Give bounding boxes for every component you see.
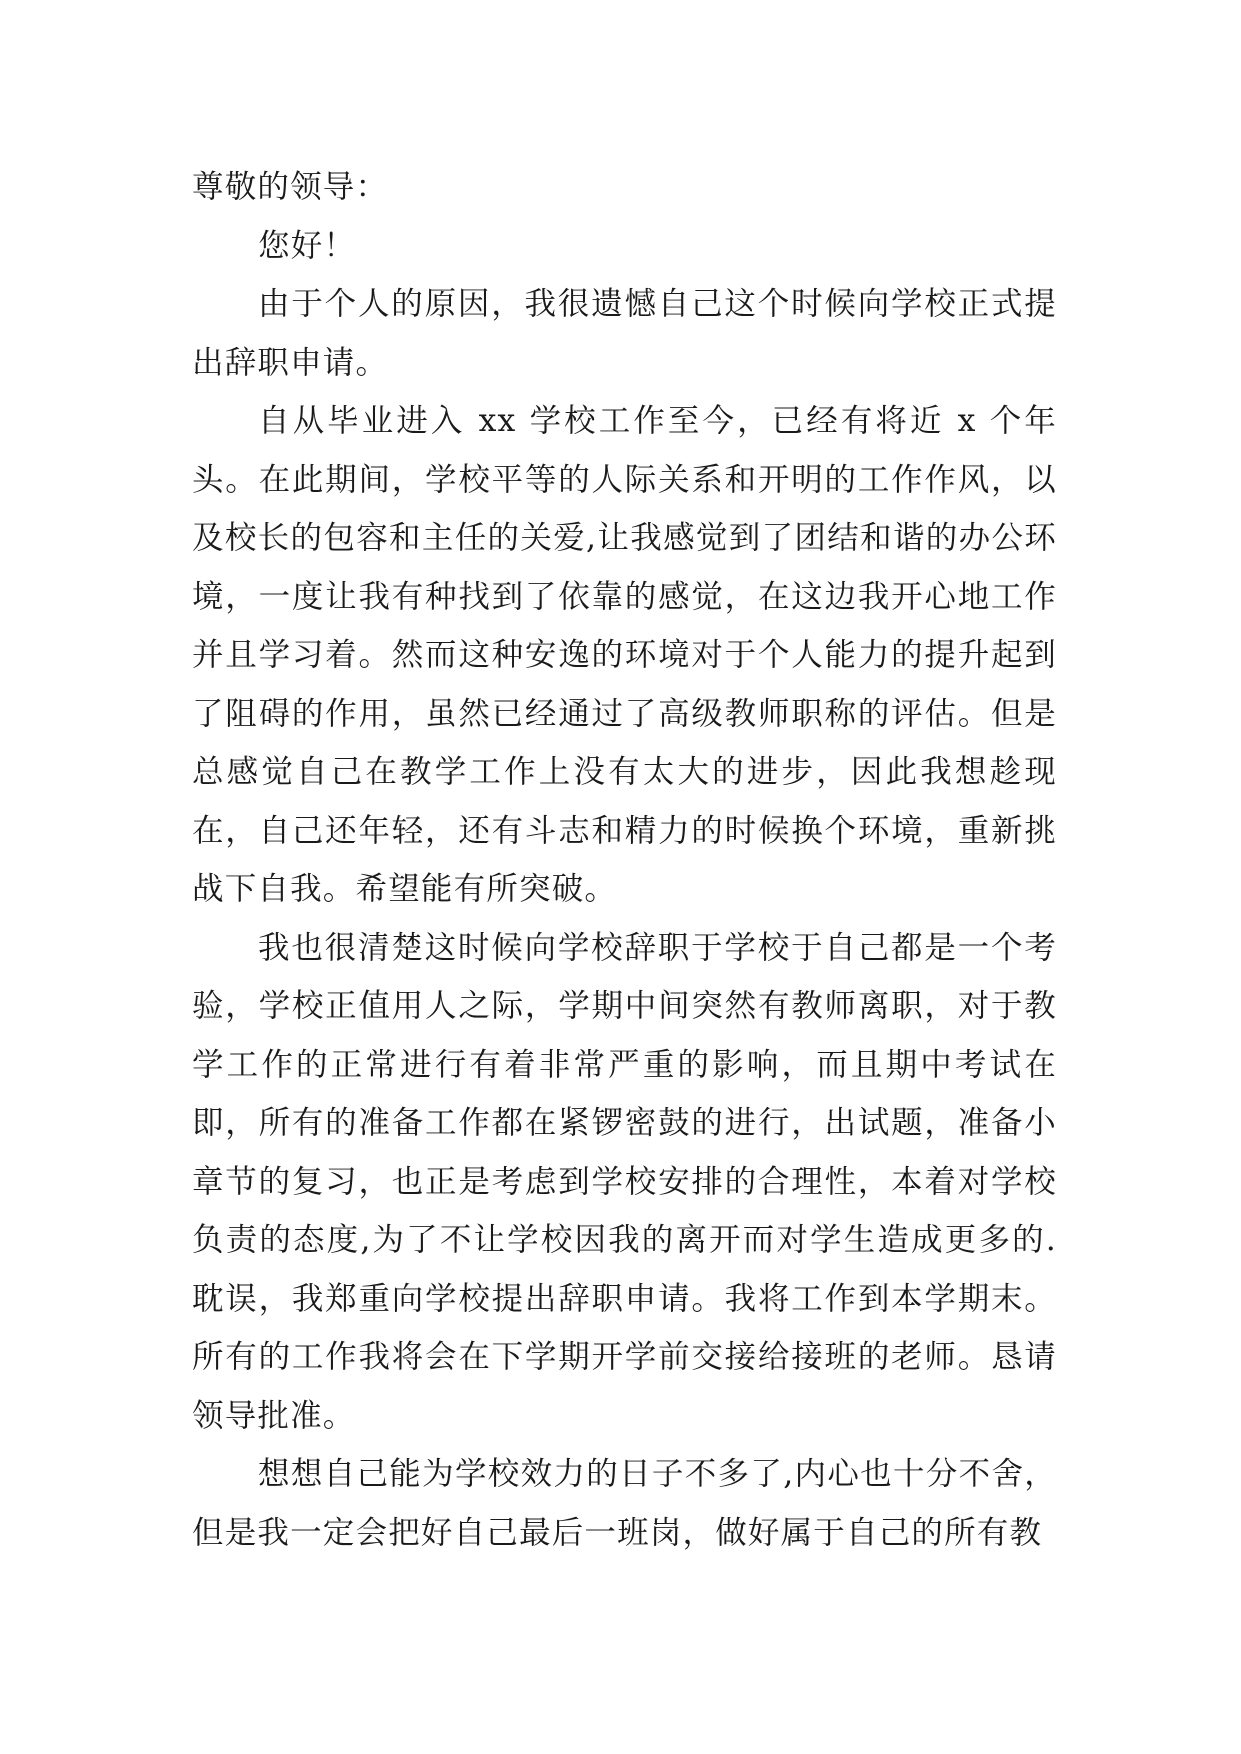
paragraph-work-history: 自从毕业进入 xx 学校工作至今，已经有将近 x 个年头。在此期间，学校平等的人际关系和开明的工作作风，以及校长的包容和主任的关爱,让我感觉到了团结和谐的办公环境，一度让我有种找到了依靠的感觉，在这边我开心地工作并且学习着。然而这种安逸的环境对于个人能力的提升起到了阻碍的作用，虽然已经通过了高级教师职称的评估。但是总感觉自己在教学工作上没有太大的进步，因此我想趁现在，自己还年轻，还有斗志和精力的时候换个环境，重新挑战下自我。希望能有所突破。 [192,403,1057,907]
document-body [192,158,1057,1562]
paragraph-resignation-reason: 由于个人的原因，我很遗憾自己这个时候向学校正式提出辞职申请。 [192,286,1057,381]
salutation: 尊敬的领导： [192,169,389,205]
paragraph-timing-consideration: 我也很清楚这时候向学校辞职于学校于自己都是一个考验，学校正值用人之际，学期中间突然有教师离职，对于教学工作的正常进行有着非常严重的影响，而且期中考试在即，所有的准备工作都在紧锣密鼓的进行，出试题，准备小章节的复习，也正是考虑到学校安排的合理性，本着对学校负责的态度,为了不让学校因我的离开而对学生造成更多的.耽误，我郑重向学校提出辞职申请。我将工作到本学期末。所有的工作我将会在下学期开学前交接给接班的老师。恳请领导批准。 [192,929,1057,1434]
paragraph-greeting: 您好！ [258,227,357,264]
paragraph-closing: 想想自己能为学校效力的日子不多了,内心也十分不舍，但是我一定会把好自己最后一班岗，做好属于自己的所有教 [192,1456,1057,1551]
